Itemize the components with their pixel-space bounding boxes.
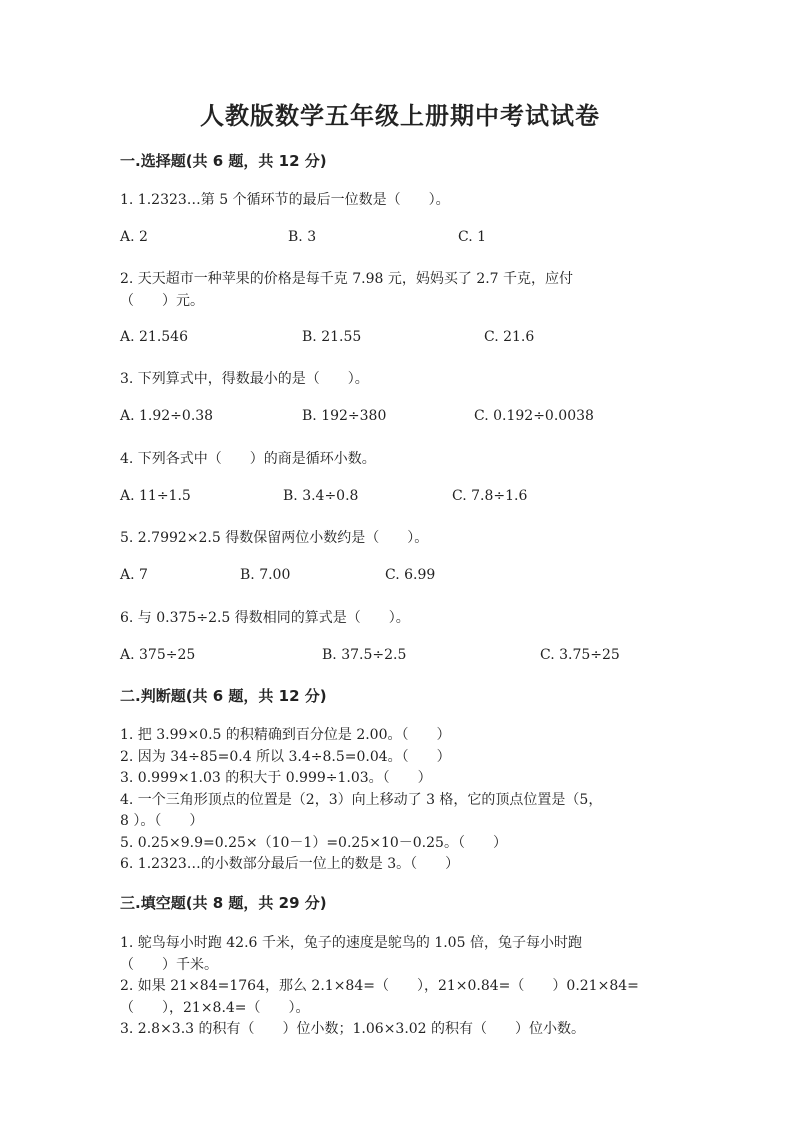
blank-line: （ ），21×8.4=（ ）。 <box>120 1000 310 1016</box>
blank-line: 3. 2.8×3.3 的积有（ ）位小数；1.06×3.02 的积有（ ）位小数。 <box>120 1021 586 1037</box>
section-heading-judgement: 二.判断题(共 6 题，共 12 分) <box>120 687 327 705</box>
option-a: A. 2 <box>120 229 148 245</box>
option-b: B. 192÷380 <box>302 408 387 424</box>
statement-line: 5. 0.25×9.9=0.25×（10－1）=0.25×10－0.25。（ ） <box>120 835 507 851</box>
statement-line: 4. 一个三角形顶点的位置是（2，3）向上移动了 3 格，它的顶点位置是（5， <box>120 792 603 808</box>
option-a: A. 21.546 <box>120 329 188 345</box>
option-a: A. 375÷25 <box>120 647 196 663</box>
question-line: 5. 2.7992×2.5 得数保留两位小数约是（ ）。 <box>120 530 429 546</box>
option-c: C. 6.99 <box>385 567 436 583</box>
option-b: B. 21.55 <box>302 329 362 345</box>
option-c: C. 3.75÷25 <box>540 647 620 663</box>
question-line: 1. 1.2323…第 5 个循环节的最后一位数是（ ）。 <box>120 192 450 208</box>
option-c: C. 1 <box>458 229 487 245</box>
statement-line: 1. 把 3.99×0.5 的积精确到百分位是 2.00。（ ） <box>120 727 451 743</box>
statement-line: 3. 0.999×1.03 的积大于 0.999÷1.03。（ ） <box>120 770 432 786</box>
option-b: B. 7.00 <box>240 567 291 583</box>
question-line: 4. 下列各式中（ ）的商是循环小数。 <box>120 451 376 467</box>
option-b: B. 3.4÷0.8 <box>283 488 359 504</box>
option-c: C. 0.192÷0.0038 <box>474 408 594 424</box>
option-c: C. 21.6 <box>484 329 535 345</box>
option-a: A. 7 <box>120 567 148 583</box>
statement-line: 8 ）。（ ） <box>120 813 204 829</box>
statement-line: 6. 1.2323…的小数部分最后一位上的数是 3。（ ） <box>120 856 460 872</box>
option-c: C. 7.8÷1.6 <box>452 488 528 504</box>
question-line: 2. 天天超市一种苹果的价格是每千克 7.98 元，妈妈买了 2.7 千克，应付 <box>120 271 574 287</box>
blank-line: 1. 鸵鸟每小时跑 42.6 千米，兔子的速度是鸵鸟的 1.05 倍，兔子每小时跑 <box>120 935 582 951</box>
statement-line: 2. 因为 34÷85=0.4 所以 3.4÷8.5=0.04。（ ） <box>120 749 451 765</box>
page-title: 人教版数学五年级上册期中考试试卷 <box>200 102 600 130</box>
section-heading-choice: 一.选择题(共 6 题，共 12 分) <box>120 152 327 170</box>
option-a: A. 11÷1.5 <box>120 488 191 504</box>
question-line: 6. 与 0.375÷2.5 得数相同的算式是（ ）。 <box>120 610 410 626</box>
option-b: B. 3 <box>288 229 317 245</box>
option-a: A. 1.92÷0.38 <box>120 408 214 424</box>
option-b: B. 37.5÷2.5 <box>322 647 407 663</box>
question-line: 3. 下列算式中，得数最小的是（ ）。 <box>120 371 369 387</box>
blank-line: （ ）千米。 <box>120 957 218 973</box>
section-heading-fill-blank: 三.填空题(共 8 题，共 29 分) <box>120 894 327 912</box>
question-line: （ ）元。 <box>120 293 204 309</box>
blank-line: 2. 如果 21×84=1764，那么 2.1×84=（ ），21×0.84=（ ）0.21×84= <box>120 978 639 994</box>
